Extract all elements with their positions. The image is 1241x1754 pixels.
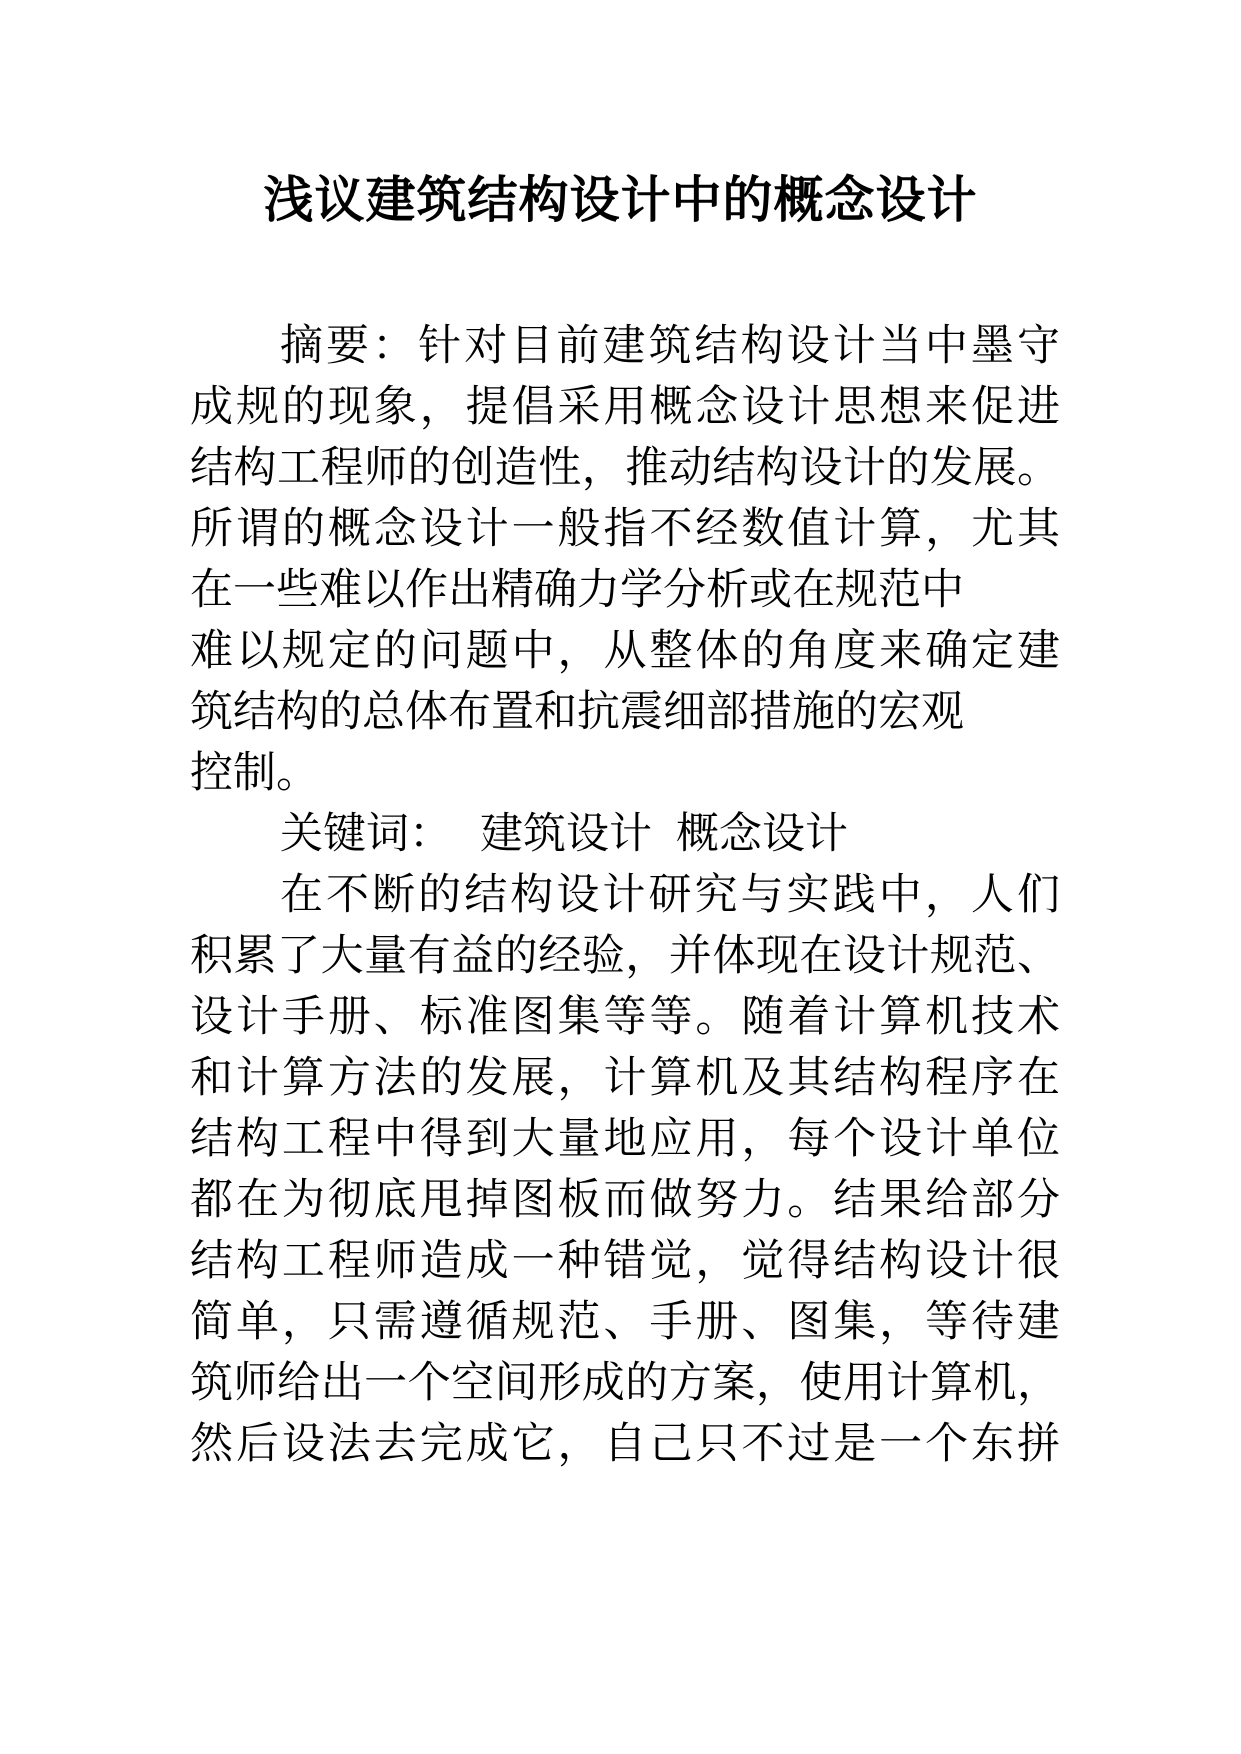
keyword-item: 建筑设计 — [480, 809, 652, 859]
abstract-line: 控制。 — [190, 748, 319, 798]
keyword-item: 概念设计 — [676, 809, 848, 859]
body-line: 和计算方法的发展，计算机及其结构程序在 — [190, 1053, 1060, 1103]
body-line: 积累了大量有益的经验，并体现在设计规范、 — [190, 931, 1060, 981]
body-line: 在不断的结构设计研究与实践中，人们 — [280, 870, 1060, 920]
abstract-line: 摘要：针对目前建筑结构设计当中墨守 — [280, 321, 1060, 371]
abstract-line: 结构工程师的创造性，推动结构设计的发展。 — [190, 443, 1060, 493]
body-line: 简单，只需遵循规范、手册、图集，等待建 — [190, 1297, 1060, 1347]
body-line: 结构工程中得到大量地应用，每个设计单位 — [190, 1114, 1060, 1164]
abstract-line: 所谓的概念设计一般指不经数值计算，尤其 — [190, 504, 1060, 554]
body-line: 结构工程师造成一种错觉，觉得结构设计很 — [190, 1236, 1060, 1286]
body-line: 然后设法去完成它，自己只不过是一个东拼 — [190, 1419, 1060, 1469]
body-line: 筑师给出一个空间形成的方案，使用计算机， — [190, 1358, 1060, 1408]
abstract-line: 在一些难以作出精确力学分析或在规范中 — [190, 565, 964, 615]
body-line: 都在为彻底甩掉图板而做努力。结果给部分 — [190, 1175, 1060, 1225]
document-title: 浅议建筑结构设计中的概念设计 — [263, 171, 978, 229]
abstract-line: 成规的现象，提倡采用概念设计思想来促进 — [190, 382, 1060, 432]
abstract-line: 难以规定的问题中，从整体的角度来确定建 — [190, 626, 1060, 676]
abstract-line: 筑结构的总体布置和抗震细部措施的宏观 — [190, 687, 964, 737]
document-body — [190, 316, 1060, 1475]
keywords-line — [190, 804, 1060, 865]
keywords-label: 关键词： — [280, 809, 452, 859]
body-line: 设计手册、标准图集等等。随着计算机技术 — [190, 992, 1060, 1042]
